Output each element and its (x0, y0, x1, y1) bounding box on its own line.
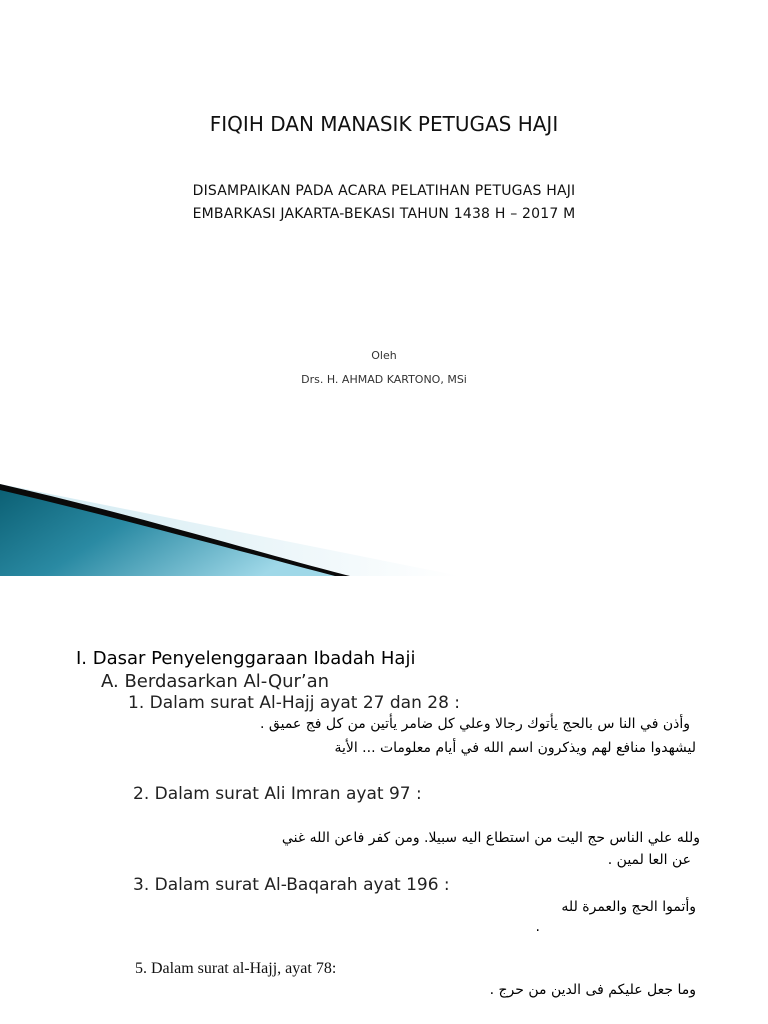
list-item-5-label: 5. Dalam surat al-Hajj, ayat 78: (135, 960, 337, 977)
presenter-name: Drs. H. AHMAD KARTONO, MSi (301, 373, 467, 386)
arabic-verse-2-line-1: ولله علي الناس حج اليت من استطاع اليه سبيلا. ومن كفر فاعن الله غني (281, 830, 700, 846)
slide-subtitle-line-1: DISAMPAIKAN PADA ACARA PELATIHAN PETUGAS HAJI (192, 183, 576, 199)
arabic-verse-5-line-1: وما جعل عليكم فى الدين من حرج . (489, 982, 696, 998)
presenter-label: Oleh (371, 349, 397, 362)
arabic-verse-2-line-2: عن العا لمين . (607, 852, 691, 868)
slide-subtitle-line-2: EMBARKASI JAKARTA-BEKASI TAHUN 1438 H – 2017 M (192, 206, 576, 222)
arabic-verse-1-line-1: وأذن في النا س بالحج يأتوك رجالا وعلي كل ضامر يأتين من كل فج عميق . (260, 716, 690, 732)
slide-title: FIQIH DAN MANASIK PETUGAS HAJI (209, 112, 559, 136)
list-item-2-label: 2. Dalam surat Ali Imran ayat 97 : (133, 784, 422, 804)
content-slide (0, 576, 768, 1024)
arabic-verse-1-line-2: ليشهدوا منافع لهم ويذكرون اسم الله في أيام معلومات ... الأية (334, 740, 696, 756)
list-item-1-label: 1. Dalam surat Al-Hajj ayat 27 dan 28 : (128, 693, 461, 713)
section-heading: I. Dasar Penyelenggaraan Ibadah Haji (76, 648, 416, 669)
arabic-verse-3-line-2: . (535, 919, 540, 935)
arabic-verse-3-line-1: وأتموا الحج والعمرة لله (561, 899, 696, 915)
list-item-3-label: 3. Dalam surat Al-Baqarah ayat 196 : (133, 875, 450, 895)
subsection-heading: A. Berdasarkan Al-Qur’an (101, 671, 330, 692)
decorative-swoosh (0, 476, 768, 576)
